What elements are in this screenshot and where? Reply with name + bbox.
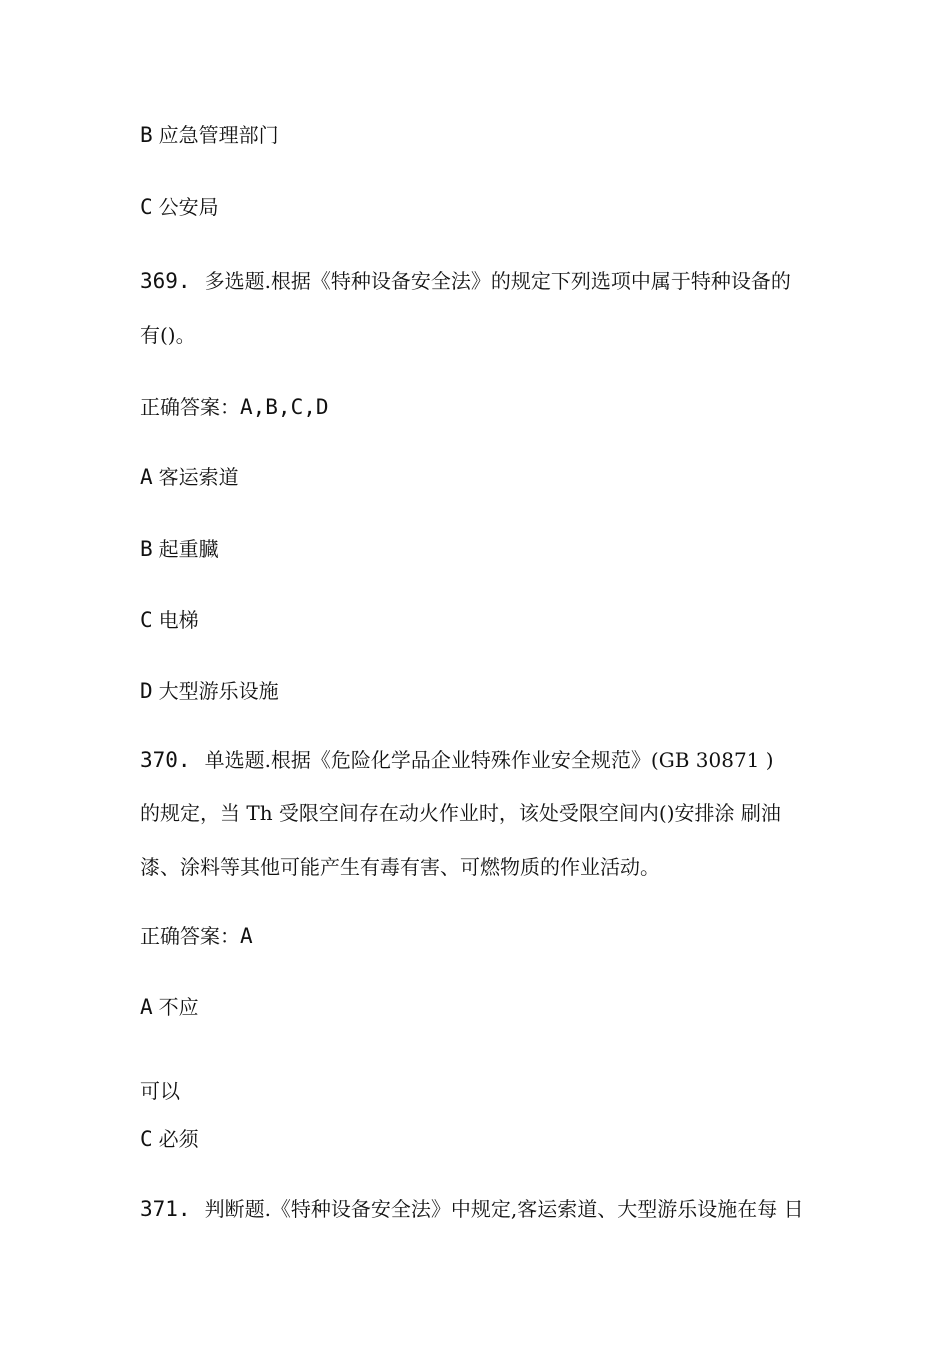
- option-d-amusement: D 大型游乐设施: [140, 679, 279, 703]
- option-b-crane: B 起重臓: [140, 537, 219, 561]
- option-c-public-security: C 公安局: [140, 195, 219, 219]
- answer-369: 正确答案：A,B,C,D: [140, 395, 329, 419]
- option-c-must: C 必须: [140, 1127, 199, 1151]
- option-c-elevator: C 电梯: [140, 608, 199, 632]
- option-can: 可以: [140, 1079, 180, 1103]
- question-370-line-2: 的规定，当 Th 受限空间存在动火作业时，该处受限空间内()安排涂 刷油: [140, 801, 781, 825]
- option-a-cableway: A 客运索道: [140, 465, 239, 489]
- option-b-emergency-dept: B 应急管理部门: [140, 123, 279, 147]
- question-370-line-3: 漆、涂料等其他可能产生有毒有害、可燃物质的作业活动。: [140, 855, 660, 879]
- question-370-line-1: 370. 单选题.根据《危险化学品企业特殊作业安全规范》(GB 30871 ): [140, 748, 774, 772]
- option-a-should-not: A 不应: [140, 995, 199, 1019]
- answer-370: 正确答案：A: [140, 924, 253, 948]
- question-369-line-1: 369. 多选题.根据《特种设备安全法》的规定下列选项中属于特种设备的: [140, 269, 791, 293]
- question-369-line-2: 有()。: [140, 323, 196, 347]
- question-371-line-1: 371. 判断题.《特种设备安全法》中规定,客运索道、大型游乐设施在每 日: [140, 1197, 804, 1221]
